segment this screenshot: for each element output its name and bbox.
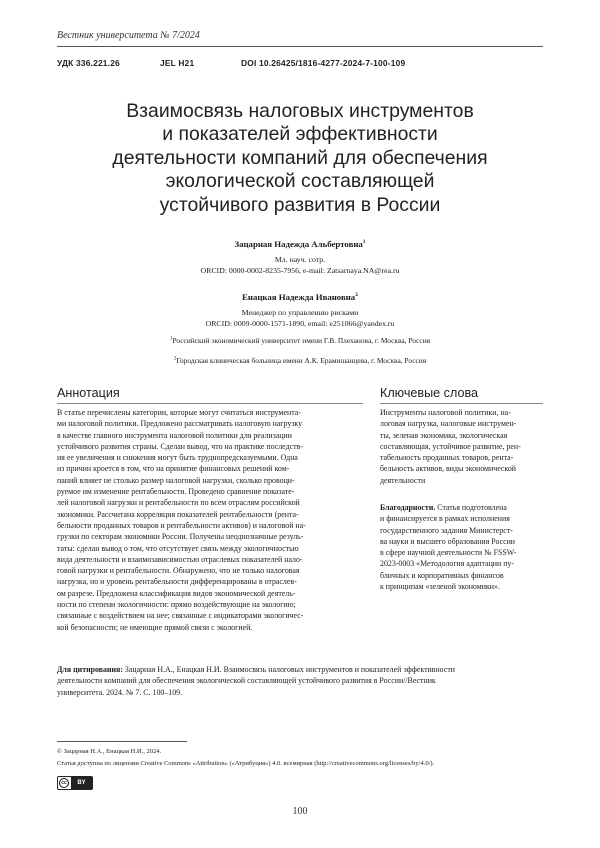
author-contact[interactable]: ORCID: 0009-0000-1571-1890, email: e251066@yandex.ru (205, 318, 395, 328)
by-icon: BY (71, 777, 92, 789)
citation-block: Для цитирования: Зацарная Н.А., Енацкая Н.И. Взаимосвязь налоговых инструментов и показателей эффективности деятельности компаний для обеспечения экологической составляющей устойчивого развития в России//Вестник университета. 2024. № 7. С. 100–109. (57, 665, 456, 697)
author-name: Енацкая Надежда Ивановна$^2$ (242, 291, 358, 302)
author-position: Мл. науч. сотр. (274, 254, 326, 264)
affiliation-2: $^2$Городская клиническая больница имени А.К. Ерамишанцева, г. Москва, Россия (173, 356, 427, 365)
affiliation-1: $^1$Российский экономический университет имени Г.В. Плеханова, г. Москва, Россия (169, 336, 431, 345)
article-title (60, 100, 540, 217)
license-text[interactable]: Статья доступна по лицензии Creative Commons «Attribution» («Атрибуция») 4.0. всемирная (http://creativecommons.org/licenses/by/4.0/). (57, 760, 435, 767)
doi[interactable]: DOI 10.26425/1816-4277-2024-7-100-109 (241, 58, 406, 68)
page-number: 100 (292, 806, 308, 817)
title-line: Взаимосвязь налоговых инструментов (126, 100, 474, 122)
author-2 (150, 290, 450, 329)
udk-code: УДК 336.221.26 (57, 58, 120, 68)
title-line: и показателей эффективности (162, 123, 438, 146)
keywords-rule (380, 403, 543, 404)
annotation-rule (57, 403, 363, 404)
header-rule (57, 46, 543, 47)
author-name: Зацарная Надежда Альбертовна$^1$ (234, 238, 366, 249)
author-contact[interactable]: ORCID: 0000-0002-8235-7956, e-mail: Zatsarnaya.NA@rea.ru (200, 265, 400, 275)
annotation-heading: Аннотация (57, 386, 120, 400)
title-line: экологической составляющей (165, 170, 435, 193)
annotation-text: В статье перечислены категории, которые могут считаться инструмента- ми налоговой политики. Предложено рассматривать налоговую нагрузку в качестве главного инструмента налоговой политики для реализации устойчивого развития страны. Сделан вывод, что на практике последств- ия ее увеличения и снижения могут быть труднопредсказуемыми. Одна из причин кроется в том, что на принятие финансовых решений ком- паний влияет не столько размер налоговой нагрузки, сколько провоци- руемое им изменение рентабельности. Проведено сравнение показате- лей налоговой нагрузки и рентабельности по всем отраслям российской экономики. Рассчитана корреляция показателей рентабельности (рента- бельности проданных товаров и рентабельности активов) и налоговой на- грузки по секторам экономики России. Получены неоднозначные резуль- таты: сделан вывод о том, что отсутствует связь между экологичностью вида деятельности и взаимозависимостью отраслевых показателей нало- говой нагрузки и рентабельности. Обнаружено, что не только налоговая нагрузка, но и уровень рентабельности дифференцированы в отраслев- ом разрезе. Предложена классификация видов экономической деятель- ности по степени экологичности: прямо воздействующие на экологию; связанные с воздействием на нее; связанные с индикаторами экологичес- кой безопасности; не имеющие прямой связи с экологией. (57, 408, 306, 632)
title-line: деятельности компаний для обеспечения (112, 146, 488, 169)
journal-title: Вестник университета № 7/2024 (57, 30, 200, 41)
citation-label: Для цитирования: (57, 665, 123, 674)
keywords-text: Инструменты налоговой политики, на- логовая нагрузка, налоговые инструмен- ты, зеленая экономика, экологическая составляющая, устойчивое развитие, рен- табельность проданных товаров, рента- бельность активов, виды экономической деятельности (380, 408, 521, 485)
author-1 (150, 237, 450, 276)
acknowledgment-label: Благодарности. (380, 503, 436, 512)
keywords-heading: Ключевые слова (380, 386, 479, 400)
title-line: устойчивого развития в России (159, 193, 441, 216)
copyright: © Зацарная Н.А., Енацкая Н.И., 2024. (57, 748, 162, 755)
author-position: Менеджер по управлению рисками (241, 307, 359, 317)
cc-icon: cc (59, 778, 69, 788)
cc-by-license-icon[interactable] (57, 776, 93, 790)
footnote-rule (57, 741, 187, 742)
acknowledgment-text: Благодарности. Статья подготовлена и финансируется в рамках исполнения государственного задания Министерст- ва науки и высшего образования России в сфере научной деятельности № FSSW- 2023-0003 «Методология адаптации пу- бличных и корпоративных финансов к принципам «зеленой экономики». (380, 503, 517, 592)
jel-code: JEL H21 (160, 58, 195, 68)
